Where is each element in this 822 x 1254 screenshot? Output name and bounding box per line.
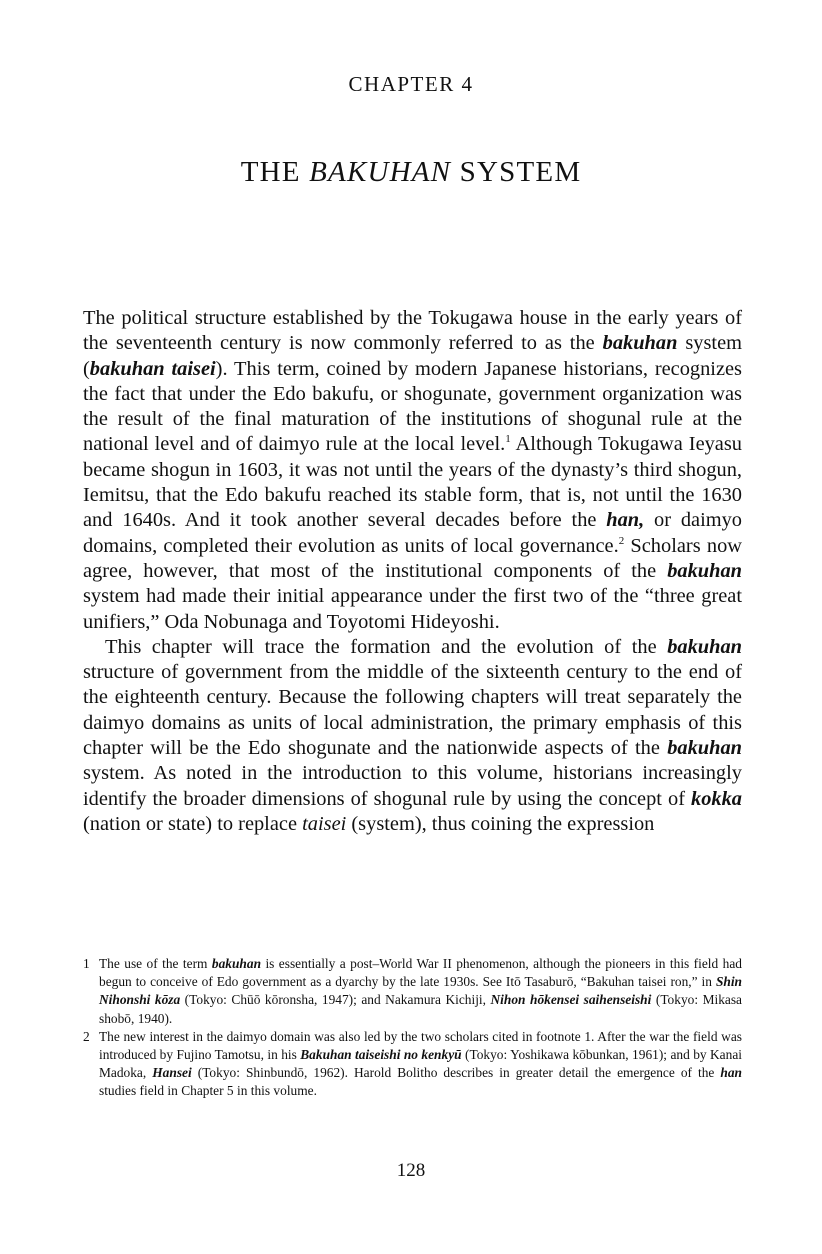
text-run: studies field in Chapter 5 in this volume. <box>99 1083 317 1099</box>
term-bakuhan: bakuhan <box>667 559 742 582</box>
text-run: ). This term, coined by modern Japanese historians, recognizes the fact that under the Edo bakufu, or shogunate, government organization was the result of the final maturation of the institutions of shogunal rule at the national level and of daimyo rule at the local level. <box>83 357 742 456</box>
term-han: han <box>720 1065 742 1081</box>
term-bakuhan-taisei: bakuhan taisei <box>89 357 216 380</box>
term-taisei: taisei <box>302 812 347 835</box>
chapter-title-italic: BAKUHAN <box>309 156 452 188</box>
term-han: han, <box>606 509 645 532</box>
text-run: (Tokyo: Shinbundō, 1962). Harold Bolitho describes in greater detail the emergence of the <box>191 1065 721 1081</box>
chapter-label: CHAPTER 4 <box>348 72 474 96</box>
text-run: system. As noted in the introduction to this volume, historians increasingly identify the broader dimensions of shogunal rule by using the concept of <box>83 762 742 810</box>
paragraph-2 <box>83 635 742 837</box>
citation-title: Shin Nihonshi kōza <box>99 974 742 1008</box>
footnote-2 <box>83 1028 742 1101</box>
term-bakuhan: bakuhan <box>602 332 678 355</box>
text-run: The new interest in the daimyo domain was also led by the two scholars cited in footnote 1. After the war the field was introduced by Fujino Tamotsu, in his <box>99 1028 742 1063</box>
footnote-number: 1 <box>83 956 90 971</box>
text-run: (Tokyo: Chūō kōronsha, 1947); and Nakamura Kichiji, <box>180 992 491 1008</box>
footnote-1 <box>83 955 742 1028</box>
page-number: 128 <box>396 1160 426 1181</box>
citation-title: Hansei <box>152 1065 192 1081</box>
text-run: (Tokyo: Mikasa shobō, 1940). <box>99 992 742 1026</box>
text-run: system had made their initial appearance under the first two of the “three great unifiers,” Oda Nobunaga and Toyotomi Hideyoshi. <box>83 585 742 633</box>
chapter-title-prefix: THE <box>240 156 310 188</box>
chapter-title-suffix: SYSTEM <box>451 156 582 188</box>
chapter-title <box>0 156 822 189</box>
footnote-ref-2[interactable]: 2 <box>618 534 625 547</box>
text-run: This chapter will trace the formation and the evolution of the <box>105 635 668 658</box>
text-run: Although Tokugawa Ieyasu became shogun in 1603, it was not until the years of the dynasty’s third shogun, Iemitsu, that the Edo bakufu reached its stable form, that is, not until the 1630 and 1640s. And it took another several decades before the <box>83 433 742 532</box>
citation-title: Bakuhan taiseishi no kenkyū <box>300 1047 462 1063</box>
footnotes <box>83 955 742 1101</box>
footnote-ref-1[interactable]: 1 <box>505 433 511 446</box>
text-run: or daimyo domains, completed their evolution as units of local governance. <box>83 509 742 557</box>
text-run: The use of the term <box>99 956 212 971</box>
term-bakuhan: bakuhan <box>667 737 742 760</box>
paragraph-1 <box>83 306 742 635</box>
footnote-number: 2 <box>83 1028 90 1044</box>
text-run: (nation or state) to replace <box>83 812 303 835</box>
citation-title: Nihon hōkensei saihenseishi <box>490 992 652 1008</box>
text-run: Scholars now agree, however, that most of the institutional components of the <box>83 534 742 582</box>
term-bakuhan: bakuhan <box>211 956 262 971</box>
term-bakuhan: bakuhan <box>667 635 742 658</box>
term-kokka: kokka <box>691 787 742 810</box>
text-run: The political structure established by the Tokugawa house in the early years of the seventeenth century is now commonly referred to as the <box>83 307 742 355</box>
text-run: structure of government from the middle of the sixteenth century to the end of the eighteenth century. Because the following chapters will treat separately the daimyo domains as units of local administration, the primary emphasis of this chapter will be the Edo shogunate and the nationwide aspects of the <box>83 661 742 760</box>
text-run: system ( <box>83 332 742 380</box>
text-run: (Tokyo: Yoshikawa kōbunkan, 1961); and by Kanai Madoka, <box>99 1047 742 1081</box>
body-text <box>83 306 742 837</box>
text-run: is essentially a post–World War II phenomenon, although the pioneers in this field had begun to conceive of Edo government as a dyarchy by the late 1930s. See Itō Tasaburō, “Bakuhan taisei ron,” in <box>99 956 742 990</box>
text-run: (system), thus coining the expression <box>346 812 655 835</box>
